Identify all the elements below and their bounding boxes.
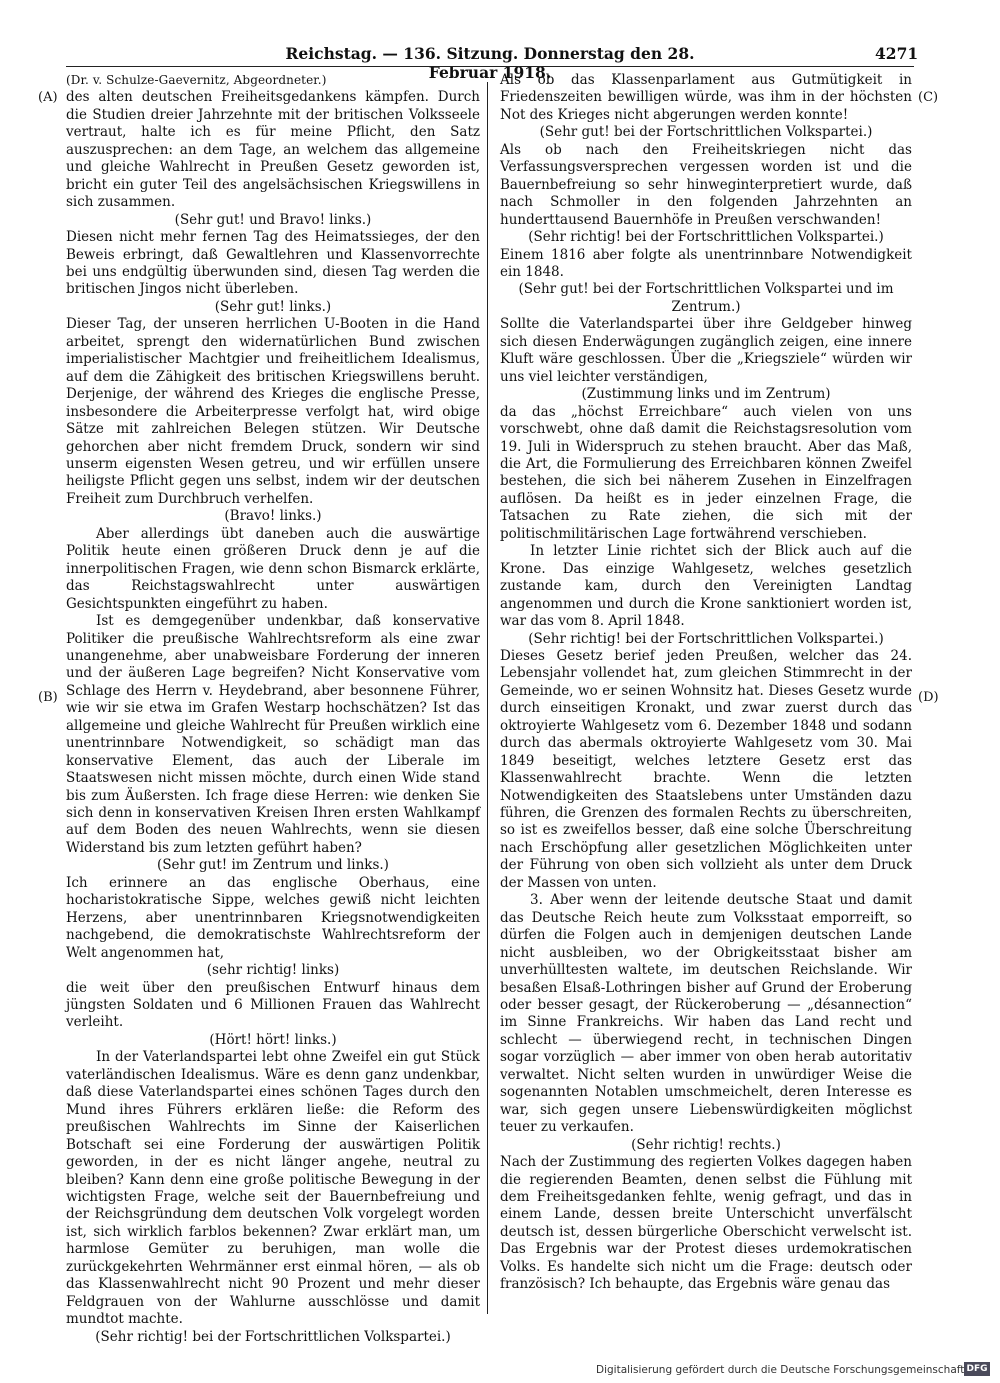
paragraph: Als ob das Klassenparlament aus Gutmütigkeit in Friedenszeiten bewilligen würde, was ihm in der höchsten Not des Krieges nicht abgerungen werden konnte! bbox=[500, 72, 912, 123]
paragraph: Ich erinnere an das englische Oberhaus, eine hocharistokratische Sippe, welches gewiß nicht leichten Herzens, aber unentrinnbaren Kriegsnotwendigkeiten nachgebend, die demokratischste Wahlrechtsreform der Welt angenommen hat, bbox=[66, 874, 480, 961]
interjection: (Sehr richtig! bei der Fortschrittlichen Volkspartei.) bbox=[528, 229, 884, 246]
paragraph: Dieses Gesetz berief jeden Preußen, welcher das 24. Lebensjahr vollendet hat, zum gleichen Stimmrecht in der Gemeinde, wo er seinen Wohnsitz hat. Dieses Gesetz wurde durch einseitigen Kronakt, und zwar zuerst durch das oktroyierte Wahlgesetz vom 6. Dezember 1848 und sodann durch das abermals oktroyierte Wahlgesetz vom 30. Mai 1849 beseitigt, welches letztere Gesetz erst das Klassenwahlrecht brachte. Wenn die letzten Notwendigkeiten des Staatslebens unter Umständen dazu führen, die Grenzen des formalen Rechts zu überschreiten, so ist es zweifellos besser, daß eine solche Überschreitung nach Erschöpfung aller gesetzlichen Möglichkeiten unter der Führung von oben sich vollzieht als unter dem Druck der Massen von unten. bbox=[500, 647, 912, 891]
interjection: (Sehr gut! und Bravo! links.) bbox=[174, 211, 372, 228]
column-divider bbox=[487, 82, 488, 1314]
right-column bbox=[500, 72, 912, 1294]
margin-label-a: (A) bbox=[38, 90, 58, 105]
paragraph: des alten deutschen Freiheitsgedankens kämpfen. Durch die Studien dreier Jahrzehnte mit der britischen Volksseele vertraut, halte ich es für meine Pflicht, den Satz auszusprechen: an dem Tage, an welchem das allgemeine und gleiche Wahlrecht in Preußen Gesetz geworden ist, bricht ein guter Teil des angelsächsischen Kriegswillens in sich zusammen. bbox=[66, 89, 480, 211]
paragraph: Als ob nach den Freiheitskriegen nicht das Verfassungsversprechen vergessen worden ist und die Bauernbefreiung so sehr hinweginterpretiert wurde, daß nach Schmoller in den folgenden Jahrzehnten an hunderttausend Bauernhöfe in Preußen verschwanden! bbox=[500, 141, 912, 228]
interjection: (Sehr richtig! bei der Fortschrittlichen Volkspartei.) bbox=[95, 1328, 451, 1345]
interjection: (Sehr gut! links.) bbox=[214, 298, 332, 315]
interjection: (Sehr gut! bei der Fortschrittlichen Volkspartei und im Zentrum.) bbox=[518, 281, 894, 315]
interjection: (Hört! hört! links.) bbox=[209, 1031, 337, 1048]
interjection: (Bravo! links.) bbox=[224, 508, 322, 525]
page-number: 4271 bbox=[875, 44, 919, 63]
paragraph: Dieser Tag, der unseren herrlichen U-Booten in die Hand arbeitet, sprengt den widernatürlichen Bund zwischen imperialistischer Machtgier und freiheitlichem Idealismus, auf dem die Zähigkeit des britischen Kriegswillens beruht. Derjenige, der während des Krieges die englische Presse, insbesondere die Arbeiterpresse verfolgt hat, wird obige Sätze mit zahlreichen Belegen stützen. Wir Deutsche gehorchen aber nicht fremdem Druck, sondern wir sind unserm eigensten Wesen getreu, und wir erfüllen unsere heiligste Pflicht gegen uns selbst, indem wir der deutschen Freiheit zum Durchbruch verhelfen. bbox=[66, 316, 480, 507]
paragraph: In letzter Linie richtet sich der Blick auch auf die Krone. Das einzige Wahlgesetz, welches gesetzlich zustande kam, durch den Vereinigten Landtag angenommen und durch die Krone sanktioniert worden ist, war das vom 8. April 1848. bbox=[500, 543, 912, 630]
speaker-line: (Dr. v. Schulze-Gaevernitz, Abgeordneter.) bbox=[66, 73, 327, 87]
header-rule bbox=[66, 66, 914, 67]
paragraph: Sollte die Vaterlandspartei über ihre Geldgeber hinweg sich diesen Enderwägungen zugänglich zeigen, eine innere Kluft wäre geschlossen. Über die „Kriegsziele“ würden wir uns viel leichter verständigen, bbox=[500, 316, 912, 385]
left-column bbox=[66, 72, 480, 1346]
paragraph: Diesen nicht mehr fernen Tag des Heimatssieges, der den Beweis erbringt, daß Gewaltlehren und Klassenvorrechte bei uns endgültig überwunden sind, diesen Tag werden die britischen Jingos nicht überleben. bbox=[66, 229, 480, 298]
interjection: (Zustimmung links und im Zentrum) bbox=[581, 386, 831, 403]
paragraph: Einem 1816 aber folgte als unentrinnbare Notwendigkeit ein 1848. bbox=[500, 246, 912, 280]
paragraph: Ist es demgegenüber undenkbar, daß konservative Politiker die preußische Wahlrechtsreform als eine zwar unangenehme, aber unabweisbare Forderung der inneren und der äußeren Lage begreifen? Nicht Konservative vom Schlage des Herrn v. Heydebrand, aber besonnene Führer, wie wir sie etwa im Grafen Westarp hochschätzen? Ist das allgemeine und gleiche Wahlrecht für Preußen wirklich eine unentrinnbare Notwendigkeit, so schädigt man das konservative Element, das auch der Liberale im Staatswesen nicht missen möchte, durch einen Wide stand bis zum Äußersten. Ich frage diese Herren: wie denken Sie sich denn in konservativen Kreisen Ihren ersten Wahlkampf auf dem Boden des neuen Wahlrechts, wenn sie diesen Widerstand bis zum letzten geführt haben? bbox=[66, 613, 480, 856]
paragraph: da das „höchst Erreichbare“ auch vielen von uns vorschwebt, ohne daß damit die Reichstagsresolution vom 19. Juli in Widerspruch zu stehen braucht. Aber das Maß, die Art, die Formulierung des Erreichbaren können Zweifel bestehen, die sich bei näherem Zusehen in Einzelfragen auflösen. Da heißt es in jeder einzelnen Frage, die Tatsachen zu Rate ziehen, die sich mit der politischmilitärischen Lage fortwährend verschieben. bbox=[500, 403, 912, 542]
paragraph: Nach der Zustimmung des regierten Volkes dagegen haben die regierenden Beamten, denen selbst die Fühlung mit dem Freiheitsgedanken fehlte, wenig gefragt, und das in einem Lande, dessen breite Unterschicht unverfälscht deutsch ist, dessen bürgerliche Oberschicht verwelscht ist. Das Ergebnis war der Protest dieses urdemokratischen Volks. Es handelte sich nicht um die Frage: deutsch oder französisch? Ich behaupte, das Ergebnis wäre genau das bbox=[500, 1154, 912, 1293]
running-head: Reichstag. — 136. Sitzung. Donnerstag den 28. Februar 1918. bbox=[285, 44, 695, 82]
digitization-credit: Digitalisierung gefördert durch die Deutsche Forschungsgemeinschaft bbox=[596, 1364, 965, 1376]
interjection: (Sehr gut! im Zentrum und links.) bbox=[157, 857, 389, 874]
interjection: (Sehr richtig! rechts.) bbox=[631, 1136, 781, 1153]
interjection: (Sehr richtig! bei der Fortschrittlichen Volkspartei.) bbox=[528, 630, 884, 647]
dfg-logo: DFG bbox=[964, 1362, 990, 1376]
paragraph: In der Vaterlandspartei lebt ohne Zweifel ein gut Stück vaterländischen Idealismus. Wäre es denn ganz undenkbar, daß diese Vaterlandspartei eines schönen Tages durch den Mund ihres Führers erklären ließe: die Reform des preußischen Wahlrechts im Sinne der Kaiserlichen Botschaft sei eine Forderung der auswärtigen Politik geworden, in der es nicht länger angehe, neutral zu bleiben? Kann denn eine große politische Bewegung in der wichtigsten Frage, welche seit der Bauernbefreiung und der Reichsgründung dem deutschen Volk vorgelegt worden ist, sich wirklich farblos bekennen? Zwar erklärt man, um harmlose Gemüter zu beruhigen, man wolle die zurückgekehrten Wehrmänner erst einmal hören, — als ob das Klassenwahlrecht nicht 90 Prozent und mehr dieser Feldgrauen von der Wahlurne ausschlösse und damit mundtot machte. bbox=[66, 1049, 480, 1328]
margin-label-c: (C) bbox=[918, 90, 939, 105]
interjection: (Sehr gut! bei der Fortschrittlichen Volkspartei.) bbox=[539, 124, 873, 141]
margin-label-d: (D) bbox=[918, 690, 939, 705]
paragraph: die weit über den preußischen Entwurf hinaus dem jüngsten Soldaten und 6 Millionen Frauen das Wahlrecht verleiht. bbox=[66, 979, 480, 1031]
interjection: (sehr richtig! links) bbox=[206, 962, 340, 979]
margin-label-b: (B) bbox=[38, 690, 58, 705]
paragraph: Aber allerdings übt daneben auch die auswärtige Politik heute einen größeren Druck denn je auf die innerpolitischen Fragen, wie denn schon Bismarck erklärte, das Reichstagswahlrecht unter auswärtigen Gesichtspunkten eingeführt zu haben. bbox=[66, 525, 480, 612]
paragraph: 3. Aber wenn der leitende deutsche Staat und damit das Deutsche Reich heute zum Volksstaat emporreift, so dürfen die Folgen auch in demjenigen deutschen Lande nicht ausbleiben, wo der Obrigkeitsstaat bisher am unverhülltesten waltete, im deutschen Reichslande. Wir besaßen Elsaß-Lothringen bisher auf Grund der Eroberung oder besser gesagt, der Rückeroberung — „désannection“ im Sinne Frankreichs. Wir haben das Land recht und schlecht — überwiegend recht, in technischen Dingen sogar vorzüglich — aber immer von oben herab autoritativ verwaltet. Nicht selten wurden in unwürdiger Weise die sogenannten Notablen umschmeichelt, deren Interesse es war, sich gegen unsere Liebenswürdigkeiten möglichst teuer zu verkaufen. bbox=[500, 892, 912, 1136]
